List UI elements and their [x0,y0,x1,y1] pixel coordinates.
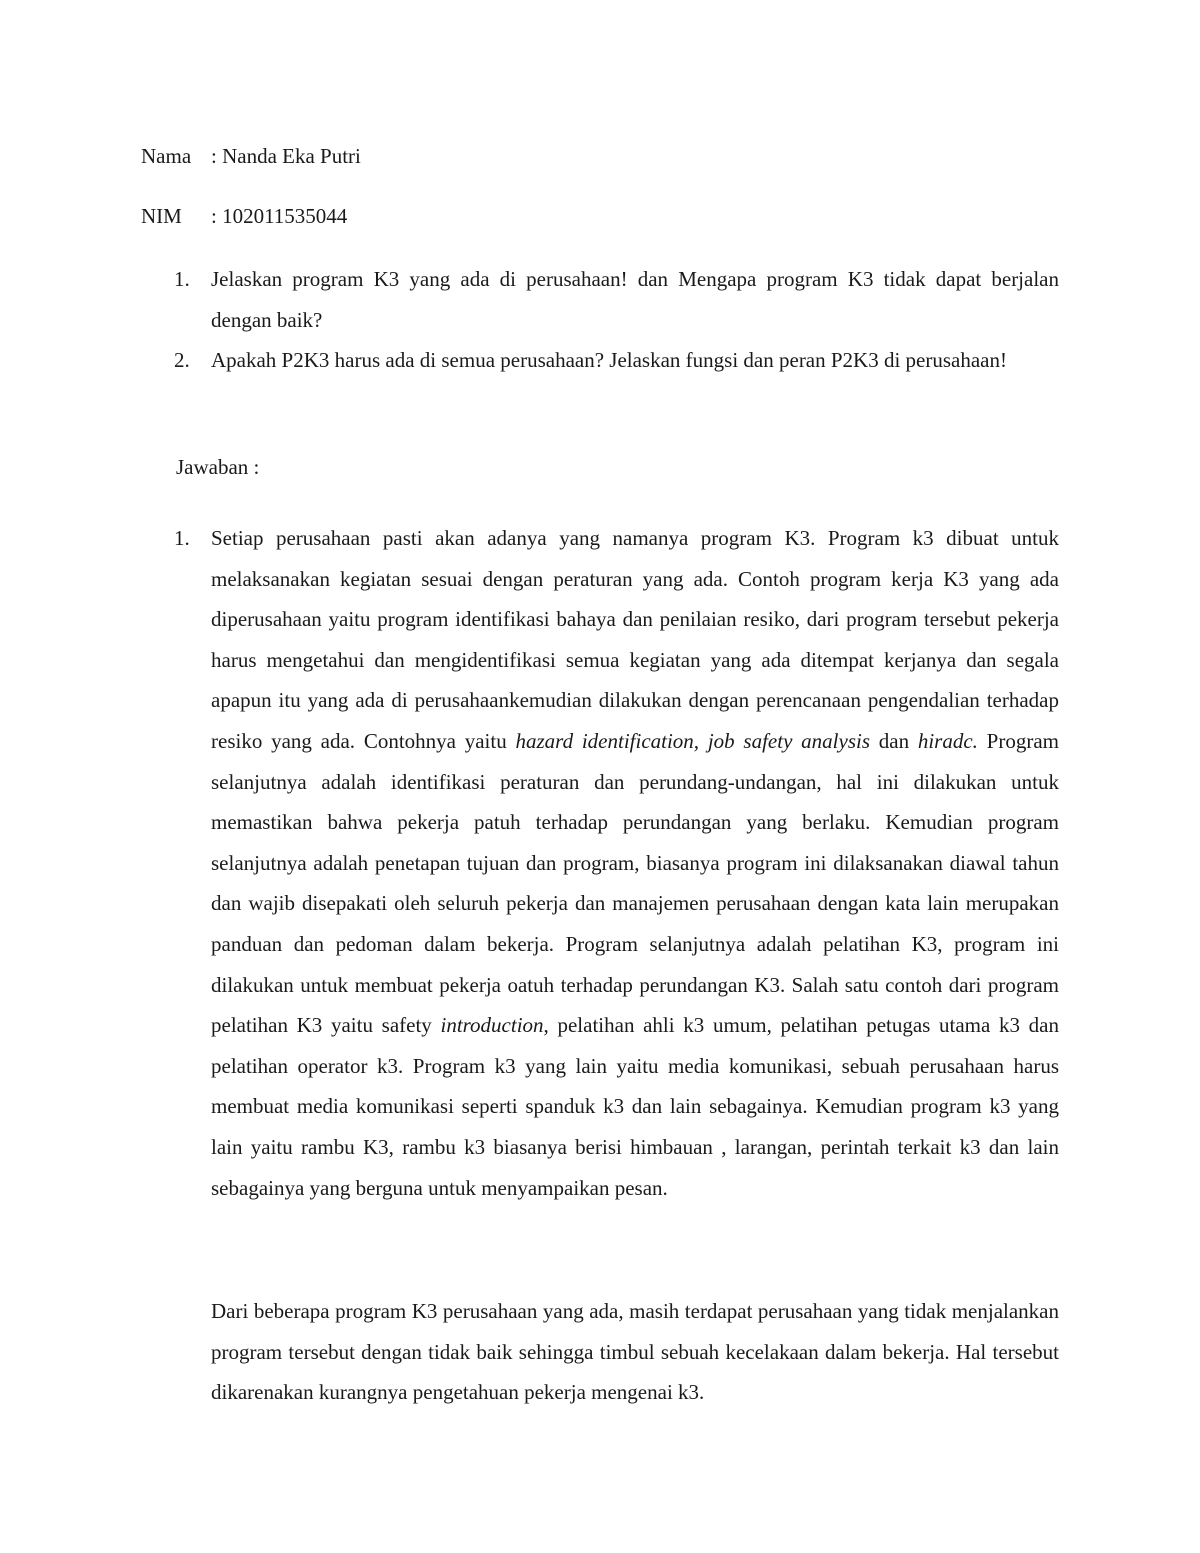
name-value: : Nanda Eka Putri [211,144,361,168]
answer-text-part: dan [870,728,918,753]
nim-value: : 102011535044 [211,204,348,228]
name-label: Nama [141,144,192,168]
answer-italic-term: introduction [440,1013,544,1038]
answer-text-part: Setiap perusahaan pasti akan adanya yang namanya program K3. Program k3 dibuat untuk melaksanakan kegiatan sesuai dengan peraturan yang ada. Contoh program kerja K3 yang ada diperusahaan yaitu program identifikasi bahaya dan penilaian resiko, dari program tersebut pekerja harus mengetahui dan mengidentifikasi semua kegiatan yang ada ditempat kerjanya dan segala apapun itu yang ada di perusahaankemudian dilakukan dengan perencanaan pengendalian terhadap resiko yang ada. Contohnya yaitu [211,526,1059,753]
answer-list [141,518,1059,1208]
nim-label: NIM [141,204,182,228]
question-item [141,340,1059,381]
answer-italic-term: hiradc. [917,728,978,753]
question-text: Apakah P2K3 harus ada di semua perusahaan? Jelaskan fungsi dan peran P2K3 di perusahaan! [211,348,1008,372]
answer-paragraph-2: Dari beberapa program K3 perusahaan yang ada, masih terdapat perusahaan yang tidak menjalankan program tersebut dengan tidak baik sehingga timbul sebuah kecelakaan dalam bekerja. Hal tersebut dikarenakan kurangnya pengetahuan pekerja mengenai k3. [211,1299,1059,1405]
answer-number: 1. [174,526,190,550]
question-text: Jelaskan program K3 yang ada di perusahaan! dan Mengapa program K3 tidak dapat berjalan dengan baik? [211,267,1059,332]
answer-item [141,518,1059,1208]
question-number: 1. [174,267,190,291]
answer-text-part: , pelatihan ahli k3 umum, pelatihan petugas utama k3 dan pelatihan operator k3. Program k3 yang lain yaitu media komunikasi, sebuah perusahaan harus membuat media komunikasi seperti spanduk k3 dan lain sebagainya. Kemudian program k3 yang lain yaitu rambu K3, rambu k3 biasanya berisi himbauan , larangan, perintah terkait k3 dan lain sebagainya yang berguna untuk menyampaikan pesan. [211,1013,1060,1200]
answer-text-part: Program selanjutnya adalah identifikasi peraturan dan perundang-undangan, hal ini dilakukan untuk memastikan bahwa pekerja patuh terhadap perundangan yang berlaku. Kemudian program selanjutnya adalah penetapan tujuan dan program, biasanya program ini dilaksanakan diawal tahun dan wajib disepakati oleh seluruh pekerja dan manajemen perusahaan dengan kata lain merupakan panduan dan pedoman dalam bekerja. Program selanjutnya adalah pelatihan K3, program ini dilakukan untuk membuat pekerja oatuh terhadap perundangan K3. Salah satu contoh dari program pelatihan K3 yaitu safety [211,728,1060,1038]
nim-row [141,202,347,230]
name-row [141,142,361,170]
question-item [141,259,1059,340]
answers-title: Jawaban : [176,455,260,479]
answer-italic-term: hazard identification, job safety analysis [515,728,870,753]
question-number: 2. [174,348,190,372]
question-list [141,259,1059,381]
